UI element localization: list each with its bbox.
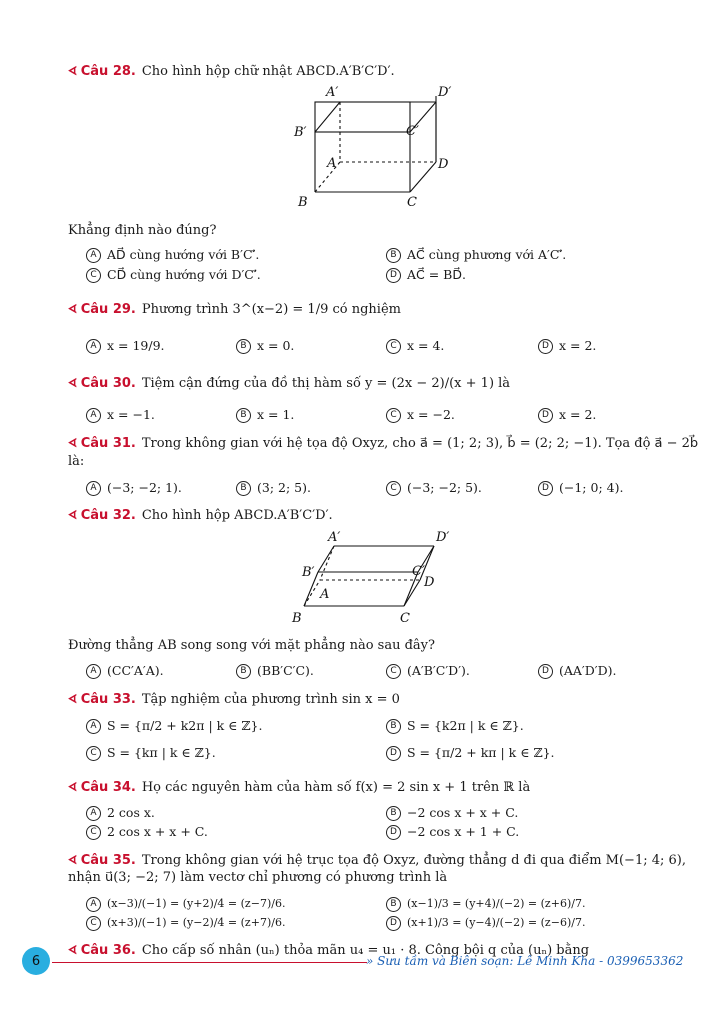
- question-number: Câu 36.: [80, 943, 136, 958]
- option-letter-icon: B: [386, 806, 401, 821]
- question-35-continuation: nhận u⃗(3; −2; 7) làm vectơ chỉ phương có phương trình là: [68, 870, 448, 885]
- answer-option[interactable]: C S = {kπ | k ∈ ℤ}.: [86, 745, 216, 761]
- option-letter-icon: C: [86, 268, 101, 283]
- answer-option[interactable]: D AC⃗ = BD⃗.: [386, 267, 466, 283]
- option-letter-icon: B: [386, 897, 401, 912]
- answer-option[interactable]: B x = 0.: [236, 338, 294, 354]
- answer-option[interactable]: B S = {k2π | k ∈ ℤ}.: [386, 718, 524, 734]
- option-letter-icon: D: [386, 746, 401, 761]
- vertex-label: C′: [406, 124, 419, 139]
- question-text: Cho hình hộp chữ nhật ABCD.A′B′C′D′.: [141, 64, 395, 79]
- answer-option[interactable]: B (3; 2; 5).: [236, 480, 311, 496]
- option-letter-icon: C: [86, 746, 101, 761]
- diamond-arrow-icon: ᗏ: [68, 302, 77, 316]
- question-text: Trong không gian với hệ tọa độ Oxyz, cho a⃗ = (1; 2; 3), b⃗ = (2; 2; −1). Tọa độ a⃗ − 2b⃗: [141, 436, 699, 451]
- answer-option[interactable]: C (−3; −2; 5).: [386, 480, 482, 496]
- question-number: Câu 33.: [80, 692, 136, 707]
- option-letter-icon: A: [86, 339, 101, 354]
- vertex-label: D: [424, 575, 435, 590]
- vertex-label: D′: [436, 530, 450, 545]
- question-text: Cho hình hộp ABCD.A′B′C′D′.: [141, 508, 333, 523]
- option-letter-icon: A: [86, 719, 101, 734]
- option-letter-icon: B: [236, 481, 251, 496]
- vertex-label: B: [292, 611, 302, 626]
- vertex-label: A′: [326, 85, 339, 100]
- answer-option[interactable]: A (CC′A′A).: [86, 663, 164, 679]
- option-letter-icon: D: [538, 664, 553, 679]
- answer-option[interactable]: B x = 1.: [236, 407, 294, 423]
- vertex-label: A′: [328, 530, 341, 545]
- option-letter-icon: D: [538, 481, 553, 496]
- answer-option[interactable]: A x = 19/9.: [86, 338, 165, 354]
- option-letter-icon: D: [538, 408, 553, 423]
- answer-option[interactable]: C (A′B′C′D′).: [386, 663, 470, 679]
- diamond-arrow-icon: ᗏ: [68, 853, 77, 867]
- diamond-arrow-icon: ᗏ: [68, 436, 77, 450]
- question-28-prompt: Khẳng định nào đúng?: [68, 223, 217, 238]
- option-letter-icon: A: [86, 481, 101, 496]
- answer-option[interactable]: A S = {π/2 + k2π | k ∈ ℤ}.: [86, 718, 262, 734]
- question-number: Câu 35.: [80, 853, 136, 868]
- answer-option[interactable]: D x = 2.: [538, 338, 596, 354]
- answer-option[interactable]: A 2 cos x.: [86, 805, 155, 821]
- question-33-stem: [68, 690, 400, 709]
- question-31-stem: [68, 434, 698, 453]
- question-text: Cho cấp số nhân (uₙ) thỏa mãn u₄ = u₁ · 8. Công bội q của (uₙ) bằng: [141, 943, 590, 958]
- question-number: Câu 34.: [80, 780, 136, 795]
- vertex-label: B′: [302, 565, 315, 580]
- option-letter-icon: A: [86, 664, 101, 679]
- answer-option[interactable]: D (AA′D′D).: [538, 663, 617, 679]
- option-letter-icon: D: [538, 339, 553, 354]
- diamond-arrow-icon: ᗏ: [68, 943, 77, 957]
- option-letter-icon: A: [86, 897, 101, 912]
- answer-option[interactable]: B −2 cos x + x + C.: [386, 805, 518, 821]
- answer-option[interactable]: D (x+1)/3 = (y−4)/(−2) = (z−6)/7.: [386, 915, 585, 931]
- question-32-stem: [68, 506, 333, 525]
- option-letter-icon: C: [386, 339, 401, 354]
- question-34-stem: [68, 778, 530, 797]
- vertex-label: D′: [438, 85, 452, 100]
- option-letter-icon: C: [86, 916, 101, 931]
- question-text: Tập nghiệm của phương trình sin x = 0: [141, 692, 400, 707]
- answer-option[interactable]: B AC⃗ cùng phương với A′C′⃗.: [386, 247, 566, 263]
- answer-option[interactable]: B (BB′C′C).: [236, 663, 314, 679]
- answer-option[interactable]: D −2 cos x + 1 + C.: [386, 824, 519, 840]
- question-30-stem: [68, 374, 510, 393]
- answer-option[interactable]: C x = −2.: [386, 407, 455, 423]
- option-letter-icon: B: [236, 408, 251, 423]
- answer-option[interactable]: D x = 2.: [538, 407, 596, 423]
- answer-option[interactable]: A x = −1.: [86, 407, 155, 423]
- option-letter-icon: C: [386, 481, 401, 496]
- option-letter-icon: A: [86, 806, 101, 821]
- answer-option[interactable]: A (x−3)/(−1) = (y+2)/4 = (z−7)/6.: [86, 896, 285, 912]
- option-letter-icon: C: [386, 664, 401, 679]
- diamond-arrow-icon: ᗏ: [68, 692, 77, 706]
- answer-option[interactable]: C x = 4.: [386, 338, 444, 354]
- option-letter-icon: C: [86, 825, 101, 840]
- answer-option[interactable]: D (−1; 0; 4).: [538, 480, 623, 496]
- answer-option[interactable]: A (−3; −2; 1).: [86, 480, 182, 496]
- question-number: Câu 31.: [80, 436, 136, 451]
- answer-option[interactable]: C (x+3)/(−1) = (y−2)/4 = (z+7)/6.: [86, 915, 285, 931]
- question-29-stem: [68, 300, 401, 319]
- vertex-label: B: [298, 195, 308, 210]
- diamond-arrow-icon: ᗏ: [68, 780, 77, 794]
- answer-option[interactable]: C CD⃗ cùng hướng với D′C′⃗.: [86, 267, 261, 283]
- question-28-stem: [68, 62, 395, 81]
- question-number: Câu 32.: [80, 508, 136, 523]
- diamond-arrow-icon: ᗏ: [68, 376, 77, 390]
- question-text: Họ các nguyên hàm của hàm số f(x) = 2 sin x + 1 trên ℝ là: [141, 780, 531, 795]
- question-32-prompt: Đường thẳng AB song song với mặt phẳng nào sau đây?: [68, 638, 435, 653]
- option-letter-icon: A: [86, 248, 101, 263]
- footer-credit: » Sưu tầm và Biên soạn: Lê Minh Kha - 0399653362: [366, 954, 684, 968]
- answer-option[interactable]: D S = {π/2 + kπ | k ∈ ℤ}.: [386, 745, 555, 761]
- option-letter-icon: B: [236, 664, 251, 679]
- answer-option[interactable]: C 2 cos x + x + C.: [86, 824, 208, 840]
- diamond-arrow-icon: ᗏ: [68, 508, 77, 522]
- option-letter-icon: B: [386, 719, 401, 734]
- answer-option[interactable]: B (x−1)/3 = (y+4)/(−2) = (z+6)/7.: [386, 896, 585, 912]
- question-text: Trong không gian với hệ trục tọa độ Oxyz, đường thẳng d đi qua điểm M(−1; 4; 6),: [141, 853, 686, 868]
- vertex-label: C: [407, 195, 417, 210]
- vertex-label: B′: [294, 125, 307, 140]
- vertex-label: A: [327, 156, 337, 171]
- question-text: Phương trình 3^(x−2) = 1/9 có nghiệm: [141, 302, 401, 317]
- cuboid-figure: [286, 82, 456, 210]
- option-letter-icon: D: [386, 916, 401, 931]
- question-35-stem: [68, 851, 686, 870]
- parallelepiped-figure: [286, 528, 466, 628]
- option-letter-icon: B: [386, 248, 401, 263]
- option-letter-icon: A: [86, 408, 101, 423]
- answer-option[interactable]: A AD⃗ cùng hướng với B′C′⃗.: [86, 247, 259, 263]
- page-number: 6: [22, 947, 50, 975]
- question-number: Câu 29.: [80, 302, 136, 317]
- footer-divider: [52, 962, 367, 963]
- question-31-continuation: là:: [68, 454, 85, 469]
- option-letter-icon: C: [386, 408, 401, 423]
- vertex-label: D: [438, 157, 449, 172]
- option-letter-icon: D: [386, 268, 401, 283]
- question-number: Câu 30.: [80, 376, 136, 391]
- vertex-label: C: [400, 611, 410, 626]
- vertex-label: A: [320, 587, 330, 602]
- question-number: Câu 28.: [80, 64, 136, 79]
- question-text: Tiệm cận đứng của đồ thị hàm số y = (2x − 2)/(x + 1) là: [141, 376, 511, 391]
- vertex-label: C′: [412, 564, 425, 579]
- option-letter-icon: B: [236, 339, 251, 354]
- option-letter-icon: D: [386, 825, 401, 840]
- diamond-arrow-icon: ᗏ: [68, 64, 77, 78]
